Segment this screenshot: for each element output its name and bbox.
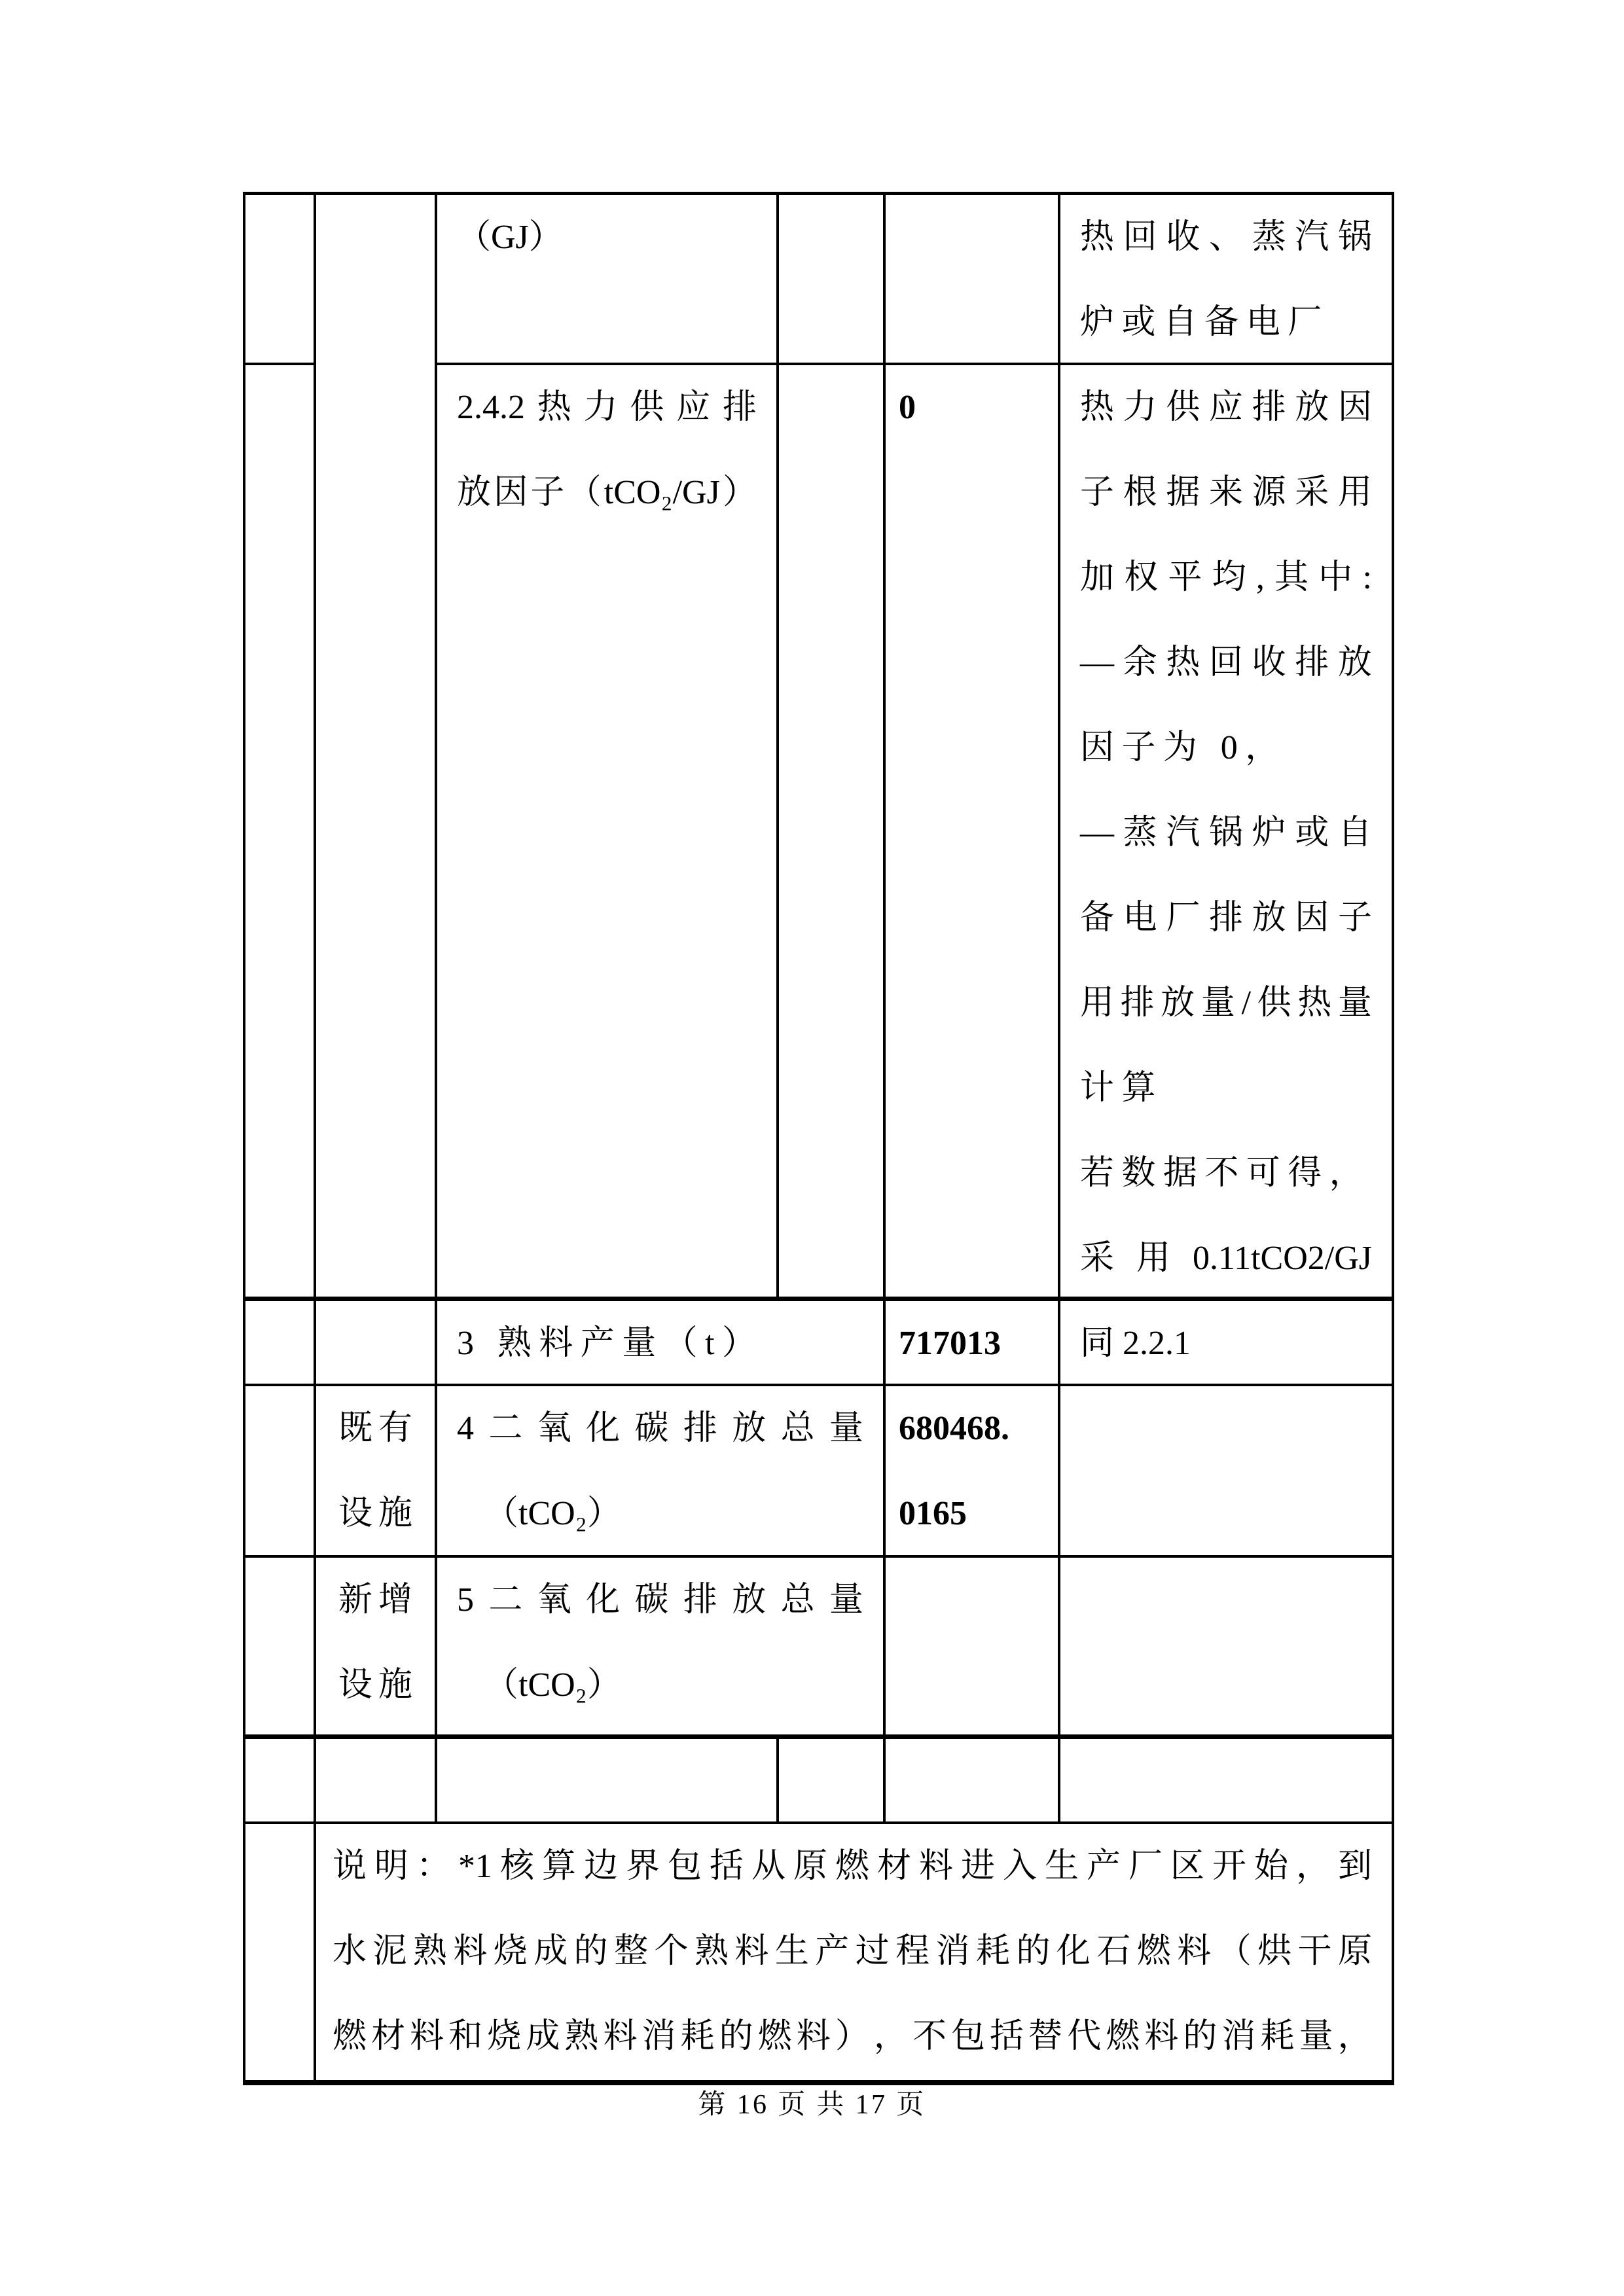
facility-label-line: 新 增: [338, 1581, 412, 1619]
facility-label-line: 设 施: [338, 1495, 412, 1532]
item-line: 3 熟料产量（t）: [457, 1325, 764, 1362]
cell-r4-value-680468: [886, 1386, 1060, 1558]
cell-r3-value-717013: [886, 1301, 1060, 1386]
cell-r2-col1-blank: [245, 365, 316, 1301]
cell-r5-col1-blank: [245, 1558, 316, 1739]
note-line: 用 排 放 量 / 供 热 量: [1080, 984, 1372, 1022]
cell-r4-facility-existing: [316, 1386, 437, 1558]
explanation-line: 燃 材 料 和 烧 成 熟 料 消 耗 的 燃 料 ） ， 不 包 括 替 代 燃 料 的 消 耗 量 ，: [333, 2018, 1372, 2055]
cell-r5-item-total-co2: [437, 1558, 886, 1739]
item-line: 5 二 氧 化 碳 排 放 总 量: [457, 1581, 863, 1619]
cell-r4-note-blank: [1060, 1386, 1394, 1558]
note-line: 计算: [1080, 1069, 1163, 1107]
explanation-line: 水 泥 熟 料 烧 成 的 整 个 熟 料 生 产 过 程 消 耗 的 化 石 燃 料 （ 烘 干 原: [333, 1933, 1372, 1970]
cell-r6-col6-blank: [1060, 1739, 1394, 1824]
cell-r6-col5-blank: [886, 1739, 1060, 1824]
value-total-co2-line: 680468.: [899, 1410, 1009, 1447]
cell-r1-col4-blank: [779, 195, 886, 365]
cell-r5-value-blank: [886, 1558, 1060, 1739]
page-number-footer: 第 16 页 共 17 页: [698, 2090, 926, 2120]
item-line: 4 二 氧 化 碳 排 放 总 量: [457, 1410, 863, 1447]
cell-r4-item-total-co2: [437, 1386, 886, 1558]
note-line: — 蒸 汽 锅 炉 或 自: [1080, 814, 1372, 852]
cell-r7-col1-blank: [245, 1824, 316, 2080]
note-line: 采 用 0.11tCO2/GJ: [1080, 1240, 1372, 1277]
facility-label-line: 既 有: [338, 1410, 412, 1447]
cell-r6-col2-blank: [316, 1739, 437, 1824]
note-line: 加 权 平 均 , 其 中 :: [1080, 559, 1372, 596]
item-line: 2.4.2 热 力 供 应 排: [457, 389, 757, 426]
note-line: 子 根 据 来 源 采 用: [1080, 474, 1372, 511]
cell-r1-col1-blank: [245, 195, 316, 365]
cell-r2-note-weighted-average: [1060, 365, 1394, 1301]
cell-boundary-explanation: [316, 1824, 1394, 2080]
cell-facility-merged-blank: [316, 195, 437, 1301]
item-line: 放 因 子 （ tCO₂/GJ ）: [457, 474, 757, 511]
emissions-data-table: [243, 192, 1394, 2085]
cell-r6-col1-blank: [245, 1739, 316, 1824]
cell-r3-note-same-as-221: [1060, 1301, 1394, 1386]
cell-r5-facility-new: [316, 1558, 437, 1739]
cell-r6-col4-blank: [779, 1739, 886, 1824]
note-line: 因子为 0，: [1080, 729, 1287, 766]
cell-r3-facility-blank: [316, 1301, 437, 1386]
cell-r6-col3-blank: [437, 1739, 779, 1824]
cell-r2-col4-blank: [779, 365, 886, 1301]
cell-r4-col1-blank: [245, 1386, 316, 1558]
value-total-co2-line: 0165: [899, 1495, 967, 1532]
explanation-line: 说 明 ： *1 核 算 边 界 包 括 从 原 燃 材 料 进 入 生 产 厂 区 开 始 ， 到: [333, 1848, 1372, 1885]
note-line: 若数据不可得，: [1080, 1155, 1371, 1192]
cell-r2-item-heat-emission-factor: [437, 365, 779, 1301]
cell-r3-col1-blank: [245, 1301, 316, 1386]
note-line: 热 回 收 、 蒸 汽 锅: [1080, 219, 1372, 256]
value-clinker-output: 717013: [899, 1325, 1001, 1362]
cell-r1-value-blank: [886, 195, 1060, 365]
note-line: 备 电 厂 排 放 因 子: [1080, 899, 1372, 937]
item-line: （GJ）: [457, 219, 563, 256]
note-line: 热 力 供 应 排 放 因: [1080, 389, 1372, 426]
note-line: 同 2.2.1: [1080, 1325, 1191, 1362]
cell-r2-value-zero: [886, 365, 1060, 1301]
cell-r1-note-heat-sources: [1060, 195, 1394, 365]
item-line: （tCO₂）: [484, 1666, 621, 1704]
note-line: 炉或自备电厂: [1080, 304, 1329, 341]
facility-label-line: 设 施: [338, 1666, 412, 1704]
note-line: — 余 热 回 收 排 放: [1080, 644, 1372, 681]
item-line: （tCO₂）: [484, 1495, 621, 1532]
cell-r1-item-gj-unit: [437, 195, 779, 365]
cell-r3-item-clinker-output: [437, 1301, 886, 1386]
cell-r5-note-blank: [1060, 1558, 1394, 1739]
value-zero: 0: [899, 389, 916, 426]
